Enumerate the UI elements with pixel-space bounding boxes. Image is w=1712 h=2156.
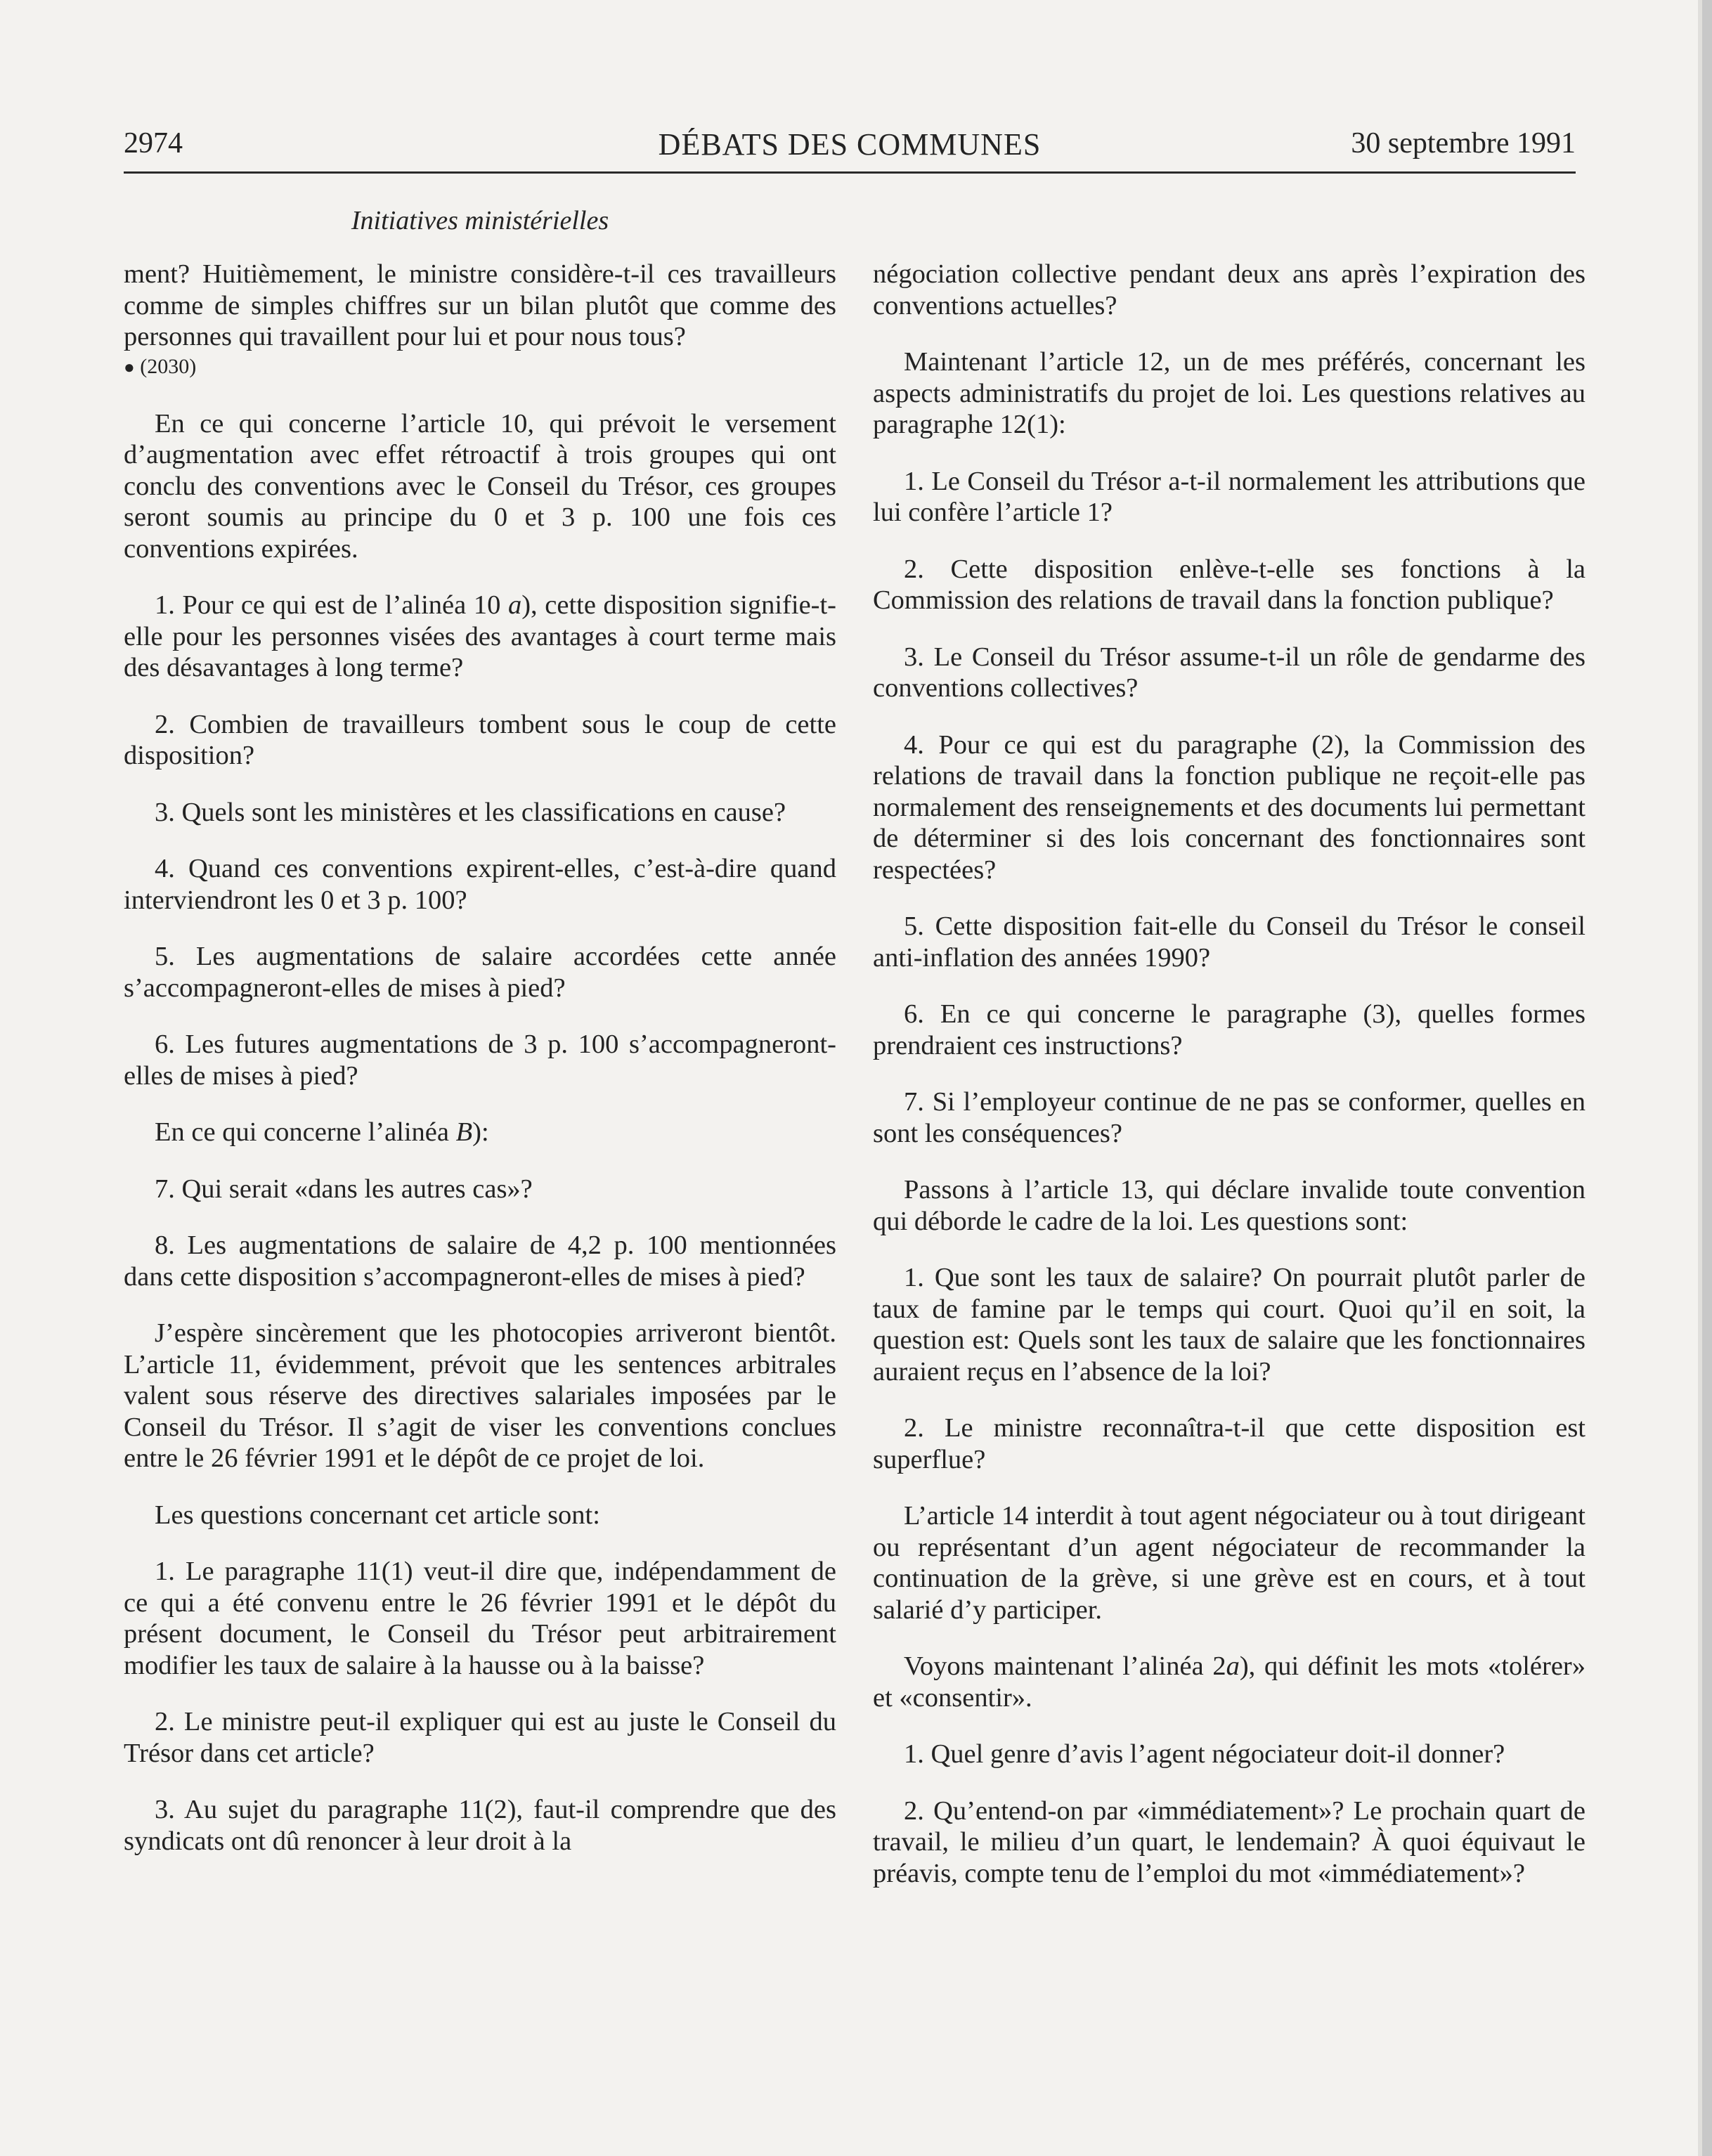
paragraph: 3. Le Conseil du Trésor assume-t-il un rôle de gendarme des conventions collectives?: [873, 642, 1585, 703]
text-run: Voyons maintenant l’alinéa 2: [904, 1651, 1226, 1681]
paragraph: Maintenant l’article 12, un de mes préférés, concernant les aspects administratifs du projet de loi. Les questions relatives au paragraphe 12(1):: [873, 347, 1585, 439]
time-marker: [124, 353, 836, 382]
time-marker-text: (2030): [140, 354, 197, 378]
paragraph: 6. Les futures augmentations de 3 p. 100 s’accompagneront-elles de mises à pied?: [124, 1030, 836, 1091]
paragraph: Les questions concernant cet article sont:: [155, 1500, 600, 1530]
bullet-icon: ●: [124, 356, 135, 377]
text-run: ), qui définit les mots «tolérer» et «consentir».: [873, 1651, 1585, 1713]
paragraph: 2. Le ministre reconnaîtra-t-il que cette disposition est superflue?: [873, 1413, 1585, 1474]
paragraph: 2. Cette disposition enlève-t-elle ses fonctions à la Commission des relations de travail dans la fonction publique?: [873, 554, 1585, 615]
italic-run: a: [507, 590, 522, 620]
paragraph: ment? Huitièmement, le ministre considère-t-il ces travailleurs comme de simples chiffres sur un bilan plutôt que comme des personnes qui travaillent pour lui et pour nous tous?: [124, 259, 836, 351]
paragraph: 1. Le Conseil du Trésor a-t-il normalement les attributions que lui confère l’article 1?: [873, 466, 1585, 527]
text-run: ):: [472, 1117, 489, 1147]
paragraph: 1. Quel genre d’avis l’agent négociateur doit-il donner?: [904, 1739, 1505, 1769]
paragraph: 2. Le ministre peut-il expliquer qui est au juste le Conseil du Trésor dans cet article?: [124, 1707, 836, 1768]
paragraph: J’espère sincèrement que les photocopies arriveront bientôt. L’article 11, évidemment, prévoit que les sentences arbitrales valent sous réserve des directives salariales imposées par le Conseil du Trésor. Il s’agit de viser les conventions conclues entre le 26 février 1991 et le dépôt de ce projet de loi.: [124, 1318, 836, 1473]
paragraph: [124, 1117, 836, 1148]
paragraph: 1. Que sont les taux de salaire? On pourrait plutôt parler de taux de famine par le temps qui court. Quoi qu’il en soit, la question est: Quels sont les taux de salaire que les fonctionnaires auraient reçus en l’absence de la loi?: [873, 1263, 1585, 1387]
paragraph: 6. En ce qui concerne le paragraphe (3), quelles formes prendraient ces instructions?: [873, 999, 1585, 1060]
left-column: [124, 259, 836, 1882]
paragraph: En ce qui concerne l’article 10, qui prévoit le versement d’augmentation avec effet rétroactif à trois groupes qui ont conclu des conventions avec le Conseil du Trésor, ces groupes seront soumis au principe du 0 et 3 p. 100 une fois ces conventions expirées.: [124, 408, 836, 564]
paragraph: 1. Le paragraphe 11(1) veut-il dire que, indépendamment de ce qui a été convenu entre le 26 février 1991 et le dépôt du présent document, le Conseil du Trésor peut arbitrairement modifier les taux de salaire à la hausse ou à la baisse?: [124, 1557, 836, 1680]
paragraph: 7. Si l’employeur continue de ne pas se conformer, quelles en sont les conséquences?: [873, 1087, 1585, 1148]
section-title: Initiatives ministérielles: [351, 206, 609, 235]
page-header: [124, 126, 1576, 170]
italic-run: a: [1226, 1651, 1240, 1681]
text-run: 1. Pour ce qui est de l’alinéa 10: [155, 590, 508, 620]
text-run: En ce qui concerne l’alinéa: [155, 1117, 456, 1147]
right-column: [873, 259, 1585, 1914]
paragraph: 2. Qu’entend-on par «immédiatement»? Le prochain quart de travail, le milieu d’un quart, le lendemain? À quoi équivaut le préavis, compte tenu de l’emploi du mot «immédiatement»?: [873, 1795, 1585, 1888]
paragraph: 4. Quand ces conventions expirent-elles, c’est-à-dire quand interviendront les 0 et 3 p. 100?: [124, 854, 836, 915]
header-rule: [124, 171, 1576, 174]
italic-run: B: [455, 1117, 473, 1147]
page-number: 2974: [124, 127, 183, 160]
paragraph: [873, 1651, 1585, 1713]
paragraph: L’article 14 interdit à tout agent négociateur ou à tout dirigeant ou représentant d’un agent négociateur de recommander la continuation de la grève, si une grève est en cours, et à tout salarié d’y participer.: [873, 1501, 1585, 1625]
paragraph: [124, 590, 836, 684]
paragraph: 3. Au sujet du paragraphe 11(2), faut-il comprendre que des syndicats ont dû renoncer à leur droit à la: [124, 1795, 836, 1856]
paragraph: 7. Qui serait «dans les autres cas»?: [155, 1174, 533, 1204]
page-edge: [1702, 0, 1712, 2156]
paragraph: négociation collective pendant deux ans après l’expiration des conventions actuelles?: [873, 259, 1585, 320]
paragraph: 4. Pour ce qui est du paragraphe (2), la Commission des relations de travail dans la fonction publique ne reçoit-elle pas normalement des renseignements et des documents lui permettant de déterminer si des lois concernant des fonctionnaires sont respectées?: [873, 729, 1585, 885]
paragraph: 8. Les augmentations de salaire de 4,2 p. 100 mentionnées dans cette disposition s’accompagneront-elles de mises à pied?: [124, 1230, 836, 1292]
page-edge-shadow: [1698, 0, 1702, 2156]
paragraph: 5. Les augmentations de salaire accordées cette année s’accompagneront-elles de mises à pied?: [124, 942, 836, 1003]
paragraph: 2. Combien de travailleurs tombent sous le coup de cette disposition?: [124, 709, 836, 770]
publication-title: DÉBATS DES COMMUNES: [658, 127, 1042, 162]
paragraph: 5. Cette disposition fait-elle du Conseil du Trésor le conseil anti-inflation des années 1990?: [873, 911, 1585, 973]
text-run: ), cette disposition signifie-t-elle pour les personnes visées des avantages à court terme mais des désavantages à long terme?: [124, 590, 836, 682]
paragraph: 3. Quels sont les ministères et les classifications en cause?: [155, 797, 786, 827]
page-date: 30 septembre 1991: [1351, 127, 1576, 160]
paragraph: Passons à l’article 13, qui déclare invalide toute convention qui déborde le cadre de la loi. Les questions sont:: [873, 1175, 1585, 1236]
